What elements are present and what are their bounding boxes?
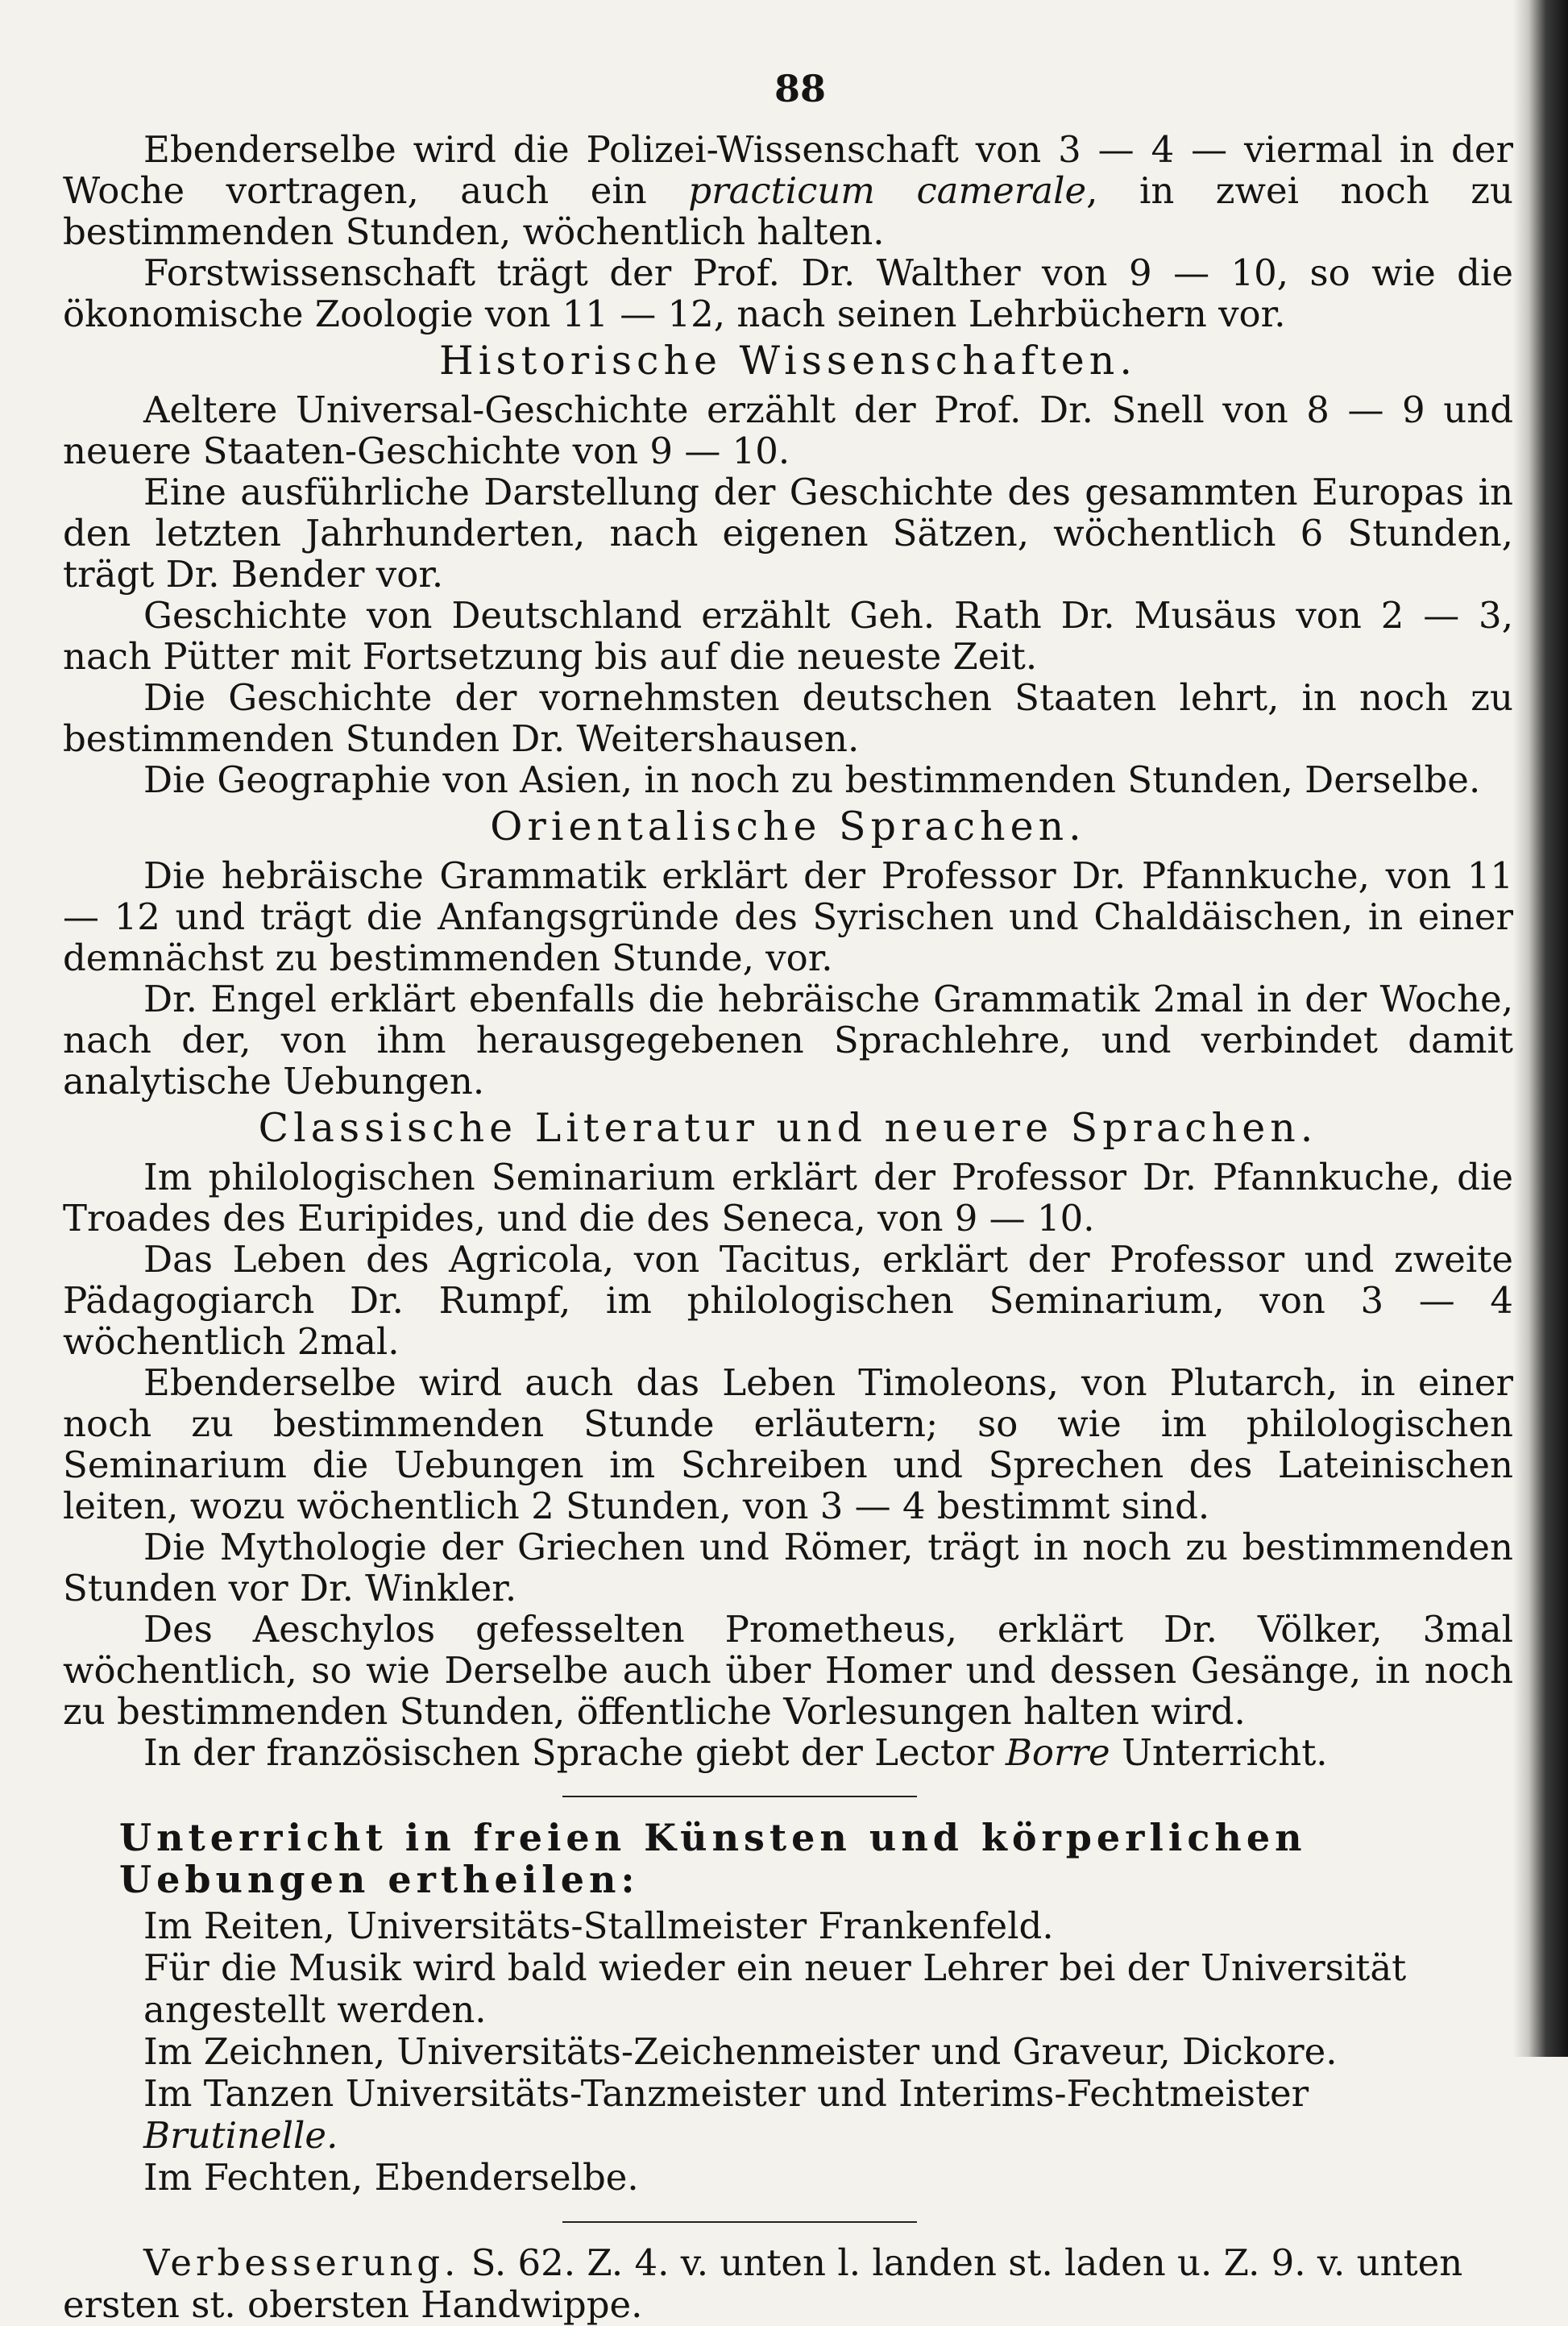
correction-label: Verbesserung. (143, 2241, 460, 2284)
paragraph-aeschylos: Des Aeschylos gefesselten Prometheus, erklärt Dr. Völker, 3mal wöchentlich, so wie Derselbe auch über Homer und dessen Gesänge, in noch zu bestimmenden Stunden, öffentliche Vorlesungen halten wird. (63, 1608, 1513, 1733)
paragraph-text: Ebenderselbe wird die Polizei-Wissenschaft von 3 — 4 — viermal in der Woche vortragen, auch ein practicum camerale, in zwei noch zu bestimmenden Stunden, wöchentlich halten. (63, 128, 1513, 253)
paragraph-universal-history: Aeltere Universal-Geschichte erzählt der Prof. Dr. Snell von 8 — 9 und neuere Staaten-Geschichte von 9 — 10. (63, 388, 1513, 472)
section-heading-classical: Classische Literatur und neuere Sprachen. (258, 1105, 1318, 1151)
list-item-dance (143, 2073, 1513, 2157)
section-divider-bottom (562, 2221, 917, 2223)
lector-name: Borre (1005, 1731, 1110, 1774)
paragraph-forestry: Forstwissenschaft trägt der Prof. Dr. Walther von 9 — 10, so wie die ökonomische Zoologie von 11 — 12, nach seinen Lehrbüchern vor. (63, 251, 1513, 335)
paragraph-asia-geography: Die Geographie von Asien, in noch zu bestimmenden Stunden, Derselbe. (143, 758, 1481, 801)
list-item-fencing: Im Fechten, Ebenderselbe. (143, 2156, 639, 2199)
paragraph-seminarium-euripides: Im philologischen Seminarium erklärt der Professor Dr. Pfannkuche, die Troades des Euripides, und die des Seneca, von 9 — 10. (63, 1156, 1513, 1240)
correction-note (63, 2242, 1513, 2326)
paragraph-timoleon: Ebenderselbe wird auch das Leben Timoleons, von Plutarch, in einer noch zu bestimmenden Stunde erläutern; so wie im philologischen Seminarium die Uebungen im Schreiben und Sprechen des Lateinischen leiten, wozu wöchentlich 2 Stunden, von 3 — 4 bestimmt sind. (63, 1361, 1513, 1527)
section-heading-history: Historische Wissenschaften. (439, 338, 1137, 384)
list-item-music: Für die Musik wird bald wieder ein neuer Lehrer bei der Universität angestellt werden. (143, 1946, 1407, 2031)
paragraph-german-states: Die Geschichte der vornehmsten deutschen Staaten lehrt, in noch zu bestimmenden Stunden Dr. Weitershausen. (63, 676, 1513, 760)
latin-term: practicum camerale (688, 169, 1087, 212)
paragraph-police-science (63, 129, 1513, 252)
section-heading-oriental: Orientalische Sprachen. (490, 804, 1086, 849)
correction-text: S. 62. Z. 4. v. unten l. landen st. laden u. Z. 9. v. unten ersten st. obersten Handwippe. (63, 2241, 1463, 2326)
arts-heading: Unterricht in freien Künsten und körperlichen Uebungen ertheilen: (119, 1816, 1307, 1901)
paragraph-german-history: Geschichte von Deutschland erzählt Geh. Rath Dr. Musäus von 2 — 3, nach Pütter mit Fortsetzung bis auf die neueste Zeit. (63, 594, 1513, 678)
dance-master-name: Brutinelle. (143, 2114, 338, 2157)
paragraph-french (63, 1732, 1513, 1773)
french-text-after: Unterricht. (1110, 1731, 1328, 1774)
paragraph-mythology: Die Mythologie der Griechen und Römer, trägt in noch zu bestimmenden Stunden vor Dr. Winkler. (63, 1526, 1513, 1610)
paragraph-agricola: Das Leben des Agricola, von Tacitus, erklärt der Professor und zweite Pädagogiarch Dr. Rumpf, im philologischen Seminarium, von 3 — 4 wöchentlich 2mal. (63, 1238, 1513, 1363)
document-page (63, 64, 1513, 2326)
paragraph-hebrew-grammar: Die hebräische Grammatik erklärt der Professor Dr. Pfannkuche, von 11 — 12 und trägt die Anfangsgründe des Syrischen und Chaldäischen, in einer demnächst zu bestimmenden Stunde, vor. (63, 854, 1513, 979)
list-item-drawing: Im Zeichnen, Universitäts-Zeichenmeister und Graveur, Dickore. (143, 2030, 1338, 2073)
paragraph-europe-history: Eine ausführliche Darstellung der Geschichte des gesammten Europas in den letzten Jahrhunderten, nach eigenen Sätzen, wöchentlich 6 Stunden, trägt Dr. Bender vor. (63, 471, 1513, 596)
section-divider (562, 1796, 917, 1797)
book-spine-shadow (1513, 0, 1568, 2057)
paragraph-hebrew-engel: Dr. Engel erklärt ebenfalls die hebräische Grammatik 2mal in der Woche, nach der, von ihm herausgegebenen Sprachlehre, und verbindet damit analytische Uebungen. (63, 978, 1513, 1103)
dance-text: Im Tanzen Universitäts-Tanzmeister und Interims-Fechtmeister (143, 2072, 1309, 2115)
french-text-before: In der französischen Sprache giebt der Lector (143, 1731, 1006, 1774)
page-number: 88 (774, 67, 826, 110)
list-item-riding: Im Reiten, Universitäts-Stallmeister Frankenfeld. (143, 1904, 1054, 1947)
